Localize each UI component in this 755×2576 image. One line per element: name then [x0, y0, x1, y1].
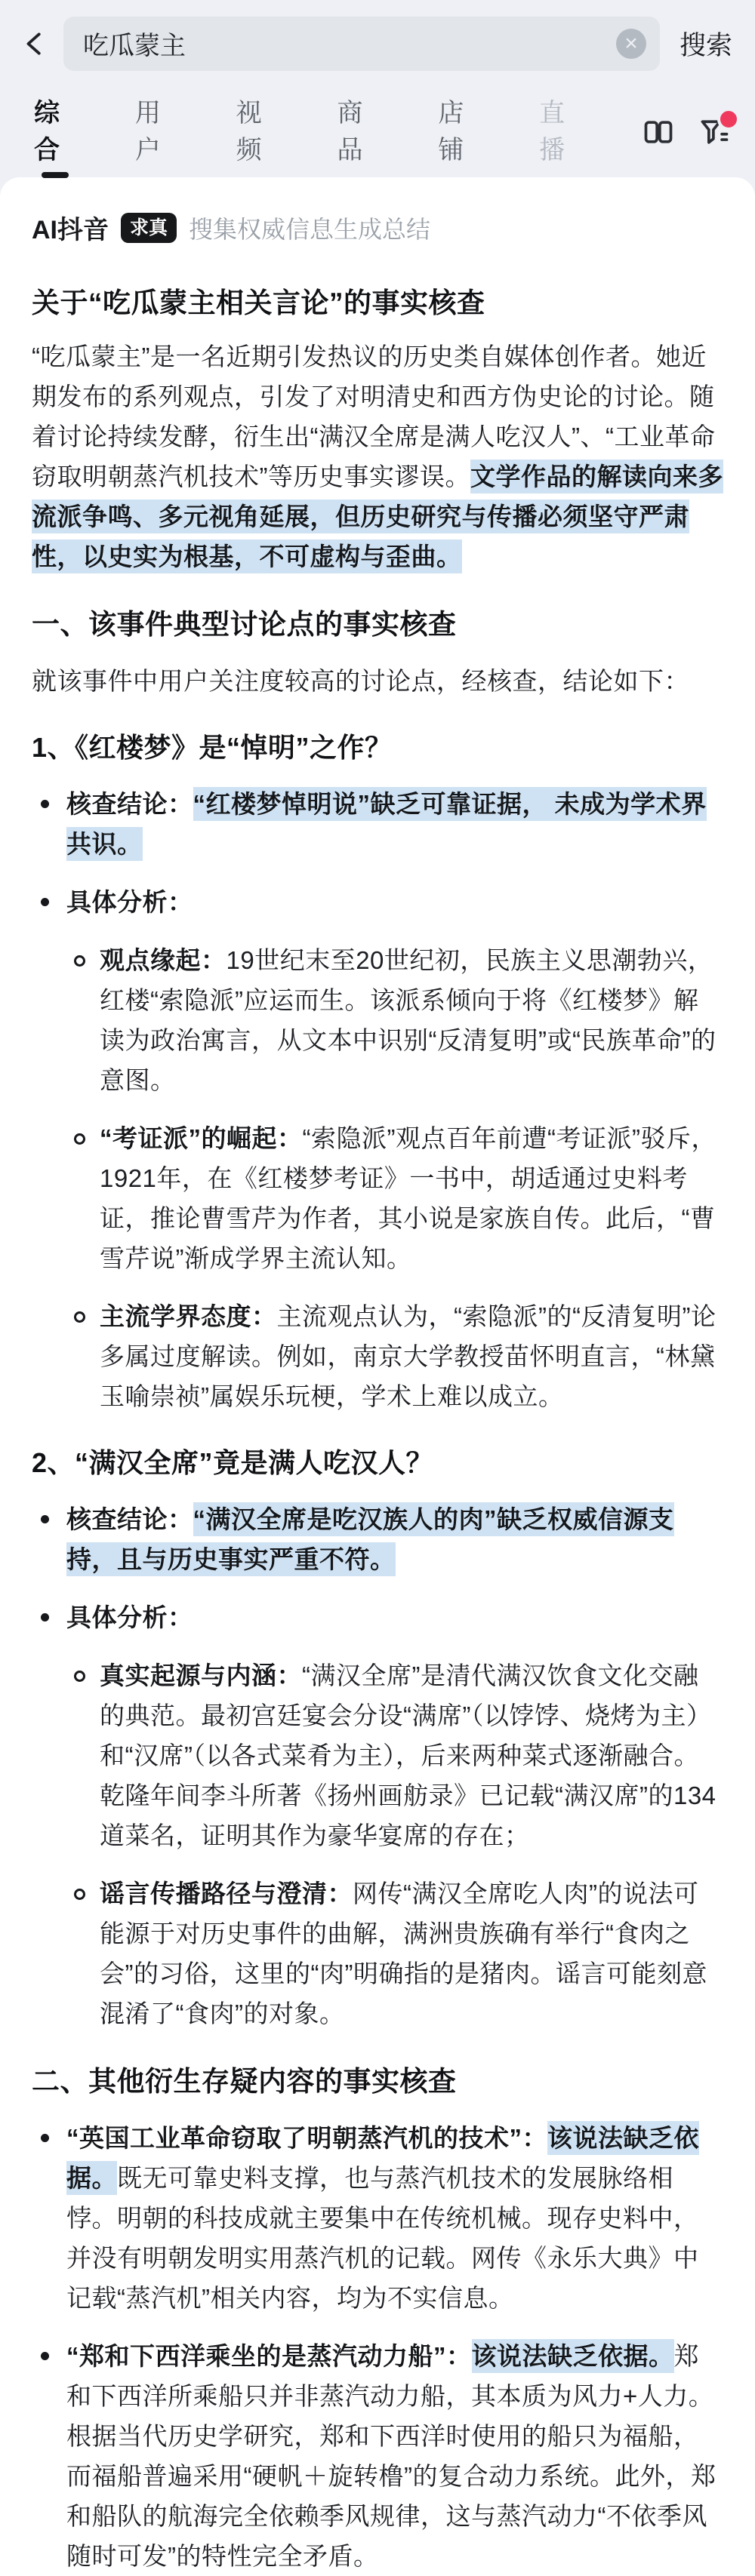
- text-run: 真实起源与内涵：: [100, 1661, 302, 1689]
- article-title: [32, 285, 723, 321]
- tab-comprehensive[interactable]: 综合: [34, 81, 76, 183]
- tab-videos[interactable]: 视频: [236, 99, 262, 164]
- text-run: “吃瓜蒙主”是一名近期引发热议的历史类自媒体创作者。她近期发布的系列观点，引发了对明清史和西方伪史论的讨论。随着讨论持续发酵，衍生出“满汉全席是满人吃汉人”、“工业革命窃取明朝蒸汽机技术”等历史事实谬误。: [32, 343, 716, 490]
- text-run: 19世纪末至20世纪初，民族主义思潮勃兴，红楼“索隐派”应运而生。该派系倾向于将《红楼梦》解读为政治寓言，从文本中识别“反清复明”或“民族革命”的意图。: [100, 946, 716, 1094]
- ai-brand-label: AI抖音: [32, 216, 109, 244]
- fact-check-article: [32, 285, 723, 2576]
- section-heading: [32, 607, 723, 643]
- bullet-item: [32, 2336, 723, 2576]
- back-button[interactable]: [21, 17, 63, 71]
- highlighted-text-run: 该说法缺乏依据。: [66, 2121, 699, 2195]
- subsection-heading: [32, 730, 723, 766]
- text-run: “索隐派”观点百年前遭“考证派”驳斥，1921年，在《红楼梦考证》一书中，胡适通过史料考证，推论曹雪芹为作者，其小说是家族自传。此后，“曹雪芹说”渐成学界主流认知。: [100, 1124, 716, 1272]
- search-input-box[interactable]: [63, 17, 660, 71]
- content-card: [0, 177, 755, 2576]
- search-button[interactable]: 搜索: [679, 30, 732, 60]
- text-run: 具体分析：: [66, 1603, 193, 1631]
- tab-shops[interactable]: 店铺: [438, 99, 464, 164]
- paragraph: [32, 337, 723, 576]
- tab-icons: [640, 114, 732, 150]
- text-run: 既无可靠史料支撑，也与蒸汽机技术的发展脉络相悖。明朝的科技成就主要集中在传统机械。现存史料中，并没有明朝发明实用蒸汽机的记载。网传《永乐大典》中记载“蒸汽机”相关内容，均为不实信息。: [66, 2164, 699, 2312]
- clear-search-icon[interactable]: ×: [616, 29, 646, 59]
- section-heading: [32, 2064, 723, 2100]
- bullet-item: [32, 2118, 723, 2318]
- text-run: 2、“满汉全席”竟是满人吃汉人？: [32, 1447, 434, 1478]
- sub-bullet-item: [66, 1655, 723, 1855]
- bullet-item: [32, 784, 723, 864]
- text-run: 1、《红楼梦》是“悼明”之作？: [32, 732, 393, 763]
- sub-bullet-item: [66, 1118, 723, 1278]
- text-run: 郑和下西洋所乘船只并非蒸汽动力船，其本质为风力+人力。根据当代历史学研究，郑和下西洋时使用的船只为福船，而福船普遍采用“硬帆＋旋转橹”的复合动力系统。此外，郑和船队的航海完全依赖季风规律，这与蒸汽动力“不依季风随时可发”的特性完全矛盾。: [66, 2342, 716, 2570]
- text-run: 核查结论：: [66, 790, 193, 818]
- text-run: 核查结论：: [66, 1505, 193, 1533]
- ai-subtitle: 搜集权威信息生成总结: [189, 215, 431, 243]
- filter-button[interactable]: [696, 114, 732, 150]
- sub-bullet-item: [66, 940, 723, 1100]
- tab-live[interactable]: 直播: [539, 99, 565, 164]
- subsection-heading: [32, 1445, 723, 1481]
- tab-products[interactable]: 商品: [337, 99, 363, 164]
- text-run: 网传“满汉全席吃人肉”的说法可能源于对历史事件的曲解，满洲贵族确有举行“食肉之会”的习俗，这里的“肉”明确指的是猪肉。谣言可能刻意混淆了“食肉”的对象。: [100, 1880, 707, 2027]
- text-run: “英国工业革命窃取了明朝蒸汽机的技术”：: [66, 2124, 547, 2152]
- back-chevron-icon: [21, 29, 50, 58]
- highlighted-text-run: “满汉全席是吃汉族人的肉”缺乏权威信源支持，且与历史事实严重不符。: [66, 1502, 674, 1576]
- notification-dot: [717, 108, 740, 131]
- result-tabs: [0, 87, 755, 177]
- bullet-item: [32, 1597, 723, 1637]
- highlighted-text-run: “红楼梦悼明说”缺乏可靠证据， 未成为学术界共识。: [66, 787, 707, 861]
- text-run: 谣言传播路径与澄清：: [100, 1880, 353, 1907]
- sub-bullet-item: [66, 1296, 723, 1416]
- text-run: 关于“吃瓜蒙主相关言论”的事实核查: [32, 287, 485, 318]
- bullet-item: [32, 882, 723, 922]
- sub-bullet-item: [66, 1874, 723, 2033]
- text-run: 主流观点认为，“索隐派”的“反清复明”论多属过度解读。例如，南京大学教授苗怀明直言，“林黛玉喻崇祯”属娱乐玩梗，学术上难以成立。: [100, 1302, 716, 1410]
- reading-mode-button[interactable]: [640, 114, 676, 150]
- truth-seek-badge: 求真: [121, 213, 177, 243]
- text-run: “满汉全席”是清代满汉饮食文化交融的典范。最初宫廷宴会分设“满席”（以饽饽、烧烤为主）和“汉席”（以各式菜肴为主），后来两种菜式逐渐融合。乾隆年间李斗所著《扬州画舫录》已记载“满汉席”的134道菜名，证明其作为豪华宴席的存在；: [100, 1661, 716, 1849]
- paragraph: [32, 661, 723, 701]
- text-run: 就该事件中用户关注度较高的讨论点，经核查，结论如下：: [32, 667, 689, 695]
- text-run: 观点缘起：: [100, 946, 226, 974]
- text-run: 一、该事件典型讨论点的事实核查: [32, 609, 457, 640]
- text-run: 二、其他衍生存疑内容的事实核查: [32, 2066, 457, 2097]
- ai-summary-bar: [32, 209, 723, 246]
- open-book-icon: [642, 115, 675, 149]
- search-input[interactable]: [83, 29, 616, 58]
- text-run: 具体分析：: [66, 888, 193, 916]
- highlighted-text-run: 该说法缺乏依据。: [472, 2339, 674, 2373]
- highlighted-text-run: 文学作品的解读向来多流派争鸣、多元视角延展，但历史研究与传播必须坚守严肃性，以史实为根基，不可虚构与歪曲。: [32, 460, 723, 573]
- text-run: “考证派”的崛起：: [100, 1124, 303, 1152]
- tab-users[interactable]: 用户: [134, 99, 161, 164]
- text-run: 主流学界态度：: [100, 1302, 277, 1330]
- bullet-item: [32, 1499, 723, 1579]
- text-run: “郑和下西洋乘坐的是蒸汽动力船”：: [66, 2342, 472, 2370]
- search-header: [0, 0, 755, 87]
